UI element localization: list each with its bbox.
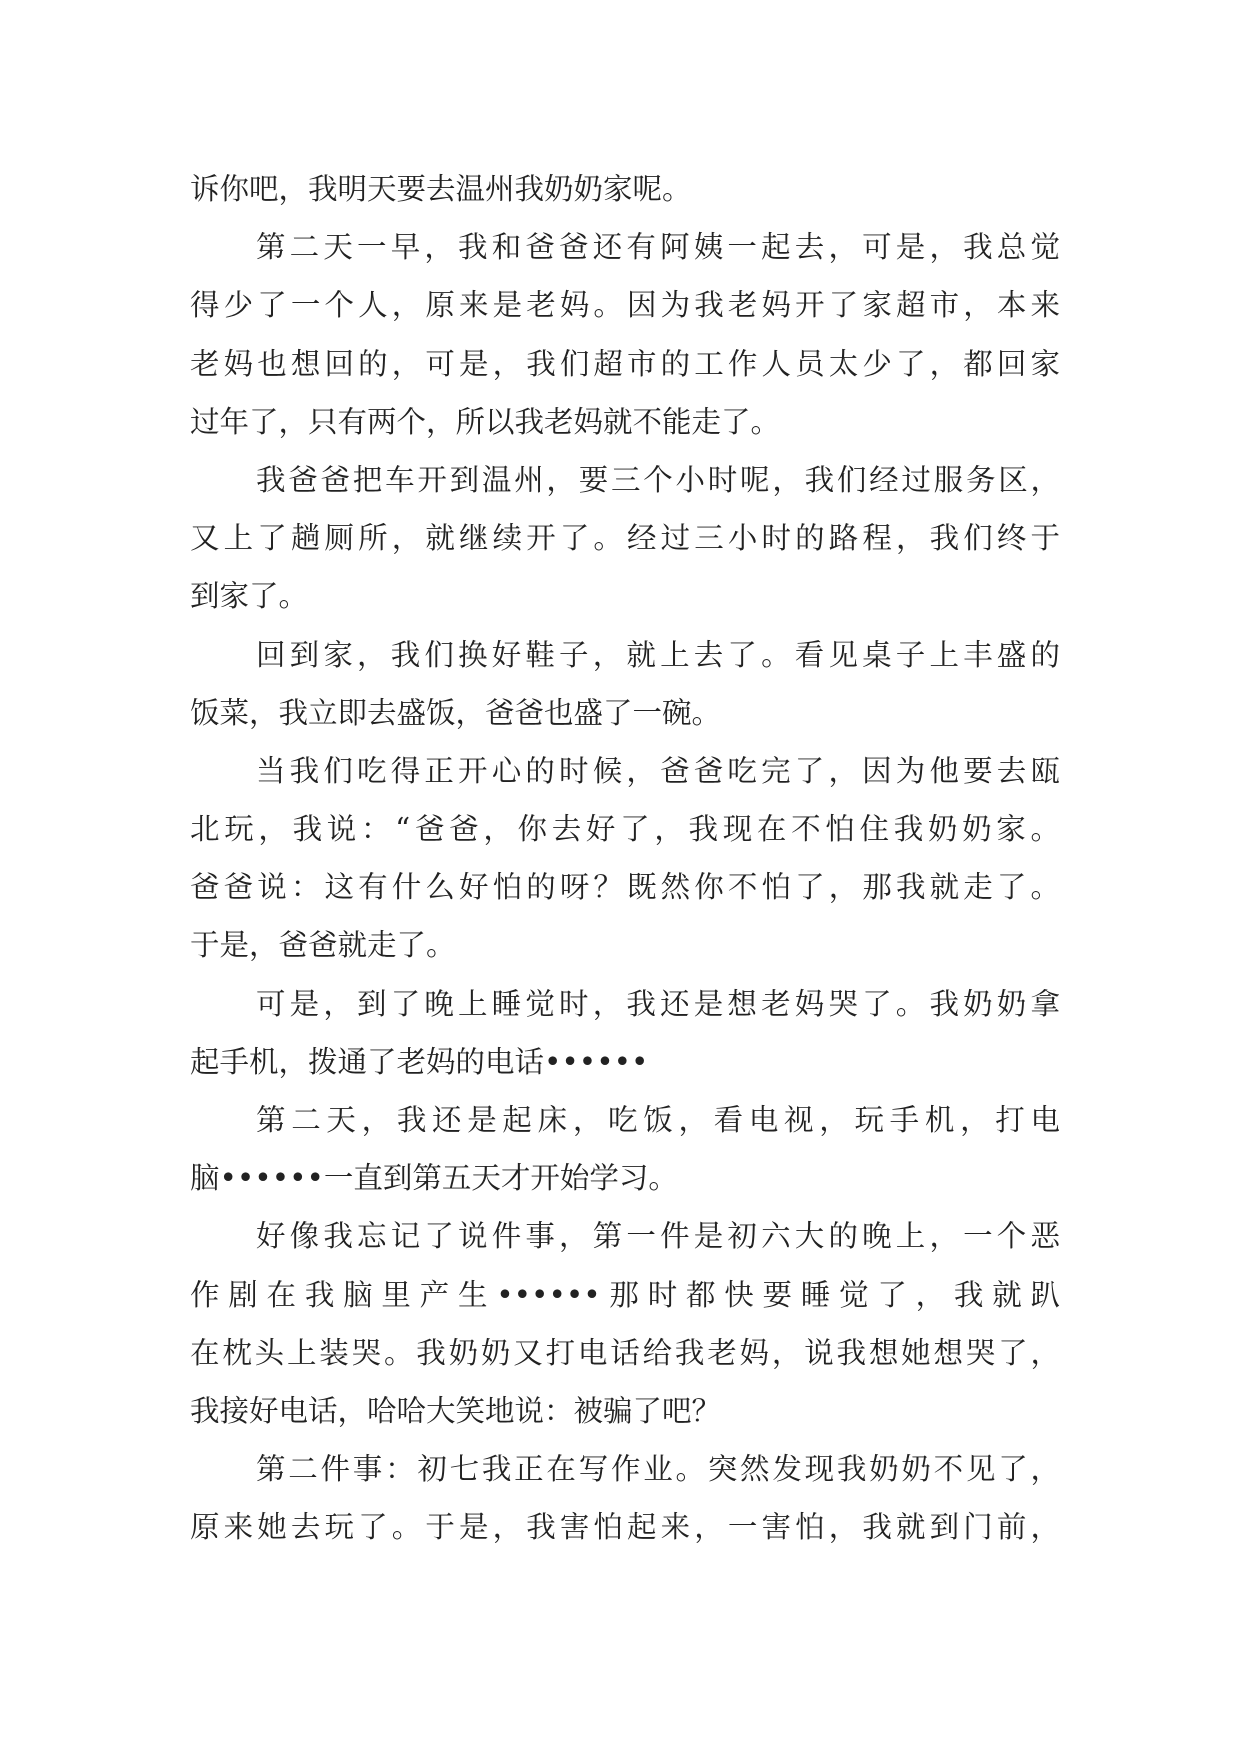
text-line: 当我们吃得正开心的时候，爸爸吃完了，因为他要去瓯	[256, 753, 1060, 788]
text-line: 到家了。	[190, 579, 309, 614]
text-line: 过年了，只有两个，所以我老妈就不能走了。	[190, 404, 781, 439]
text-line: 北玩，我说：“爸爸，你去好了，我现在不怕住我奶奶家。	[190, 812, 1060, 847]
text-line: 爸爸说：这有什么好怕的呀？既然你不怕了，那我就走了。	[190, 870, 1060, 905]
text-line: 作剧在我脑里产生••••••那时都快要睡觉了，我就趴	[190, 1277, 1060, 1312]
text-line: 得少了一个人，原来是老妈。因为我老妈开了家超市，本来	[190, 288, 1060, 323]
text-line: 于是，爸爸就走了。	[190, 928, 456, 963]
text-line: 可是，到了晚上睡觉时，我还是想老妈哭了。我奶奶拿	[256, 986, 1060, 1021]
text-line: 我接好电话，哈哈大笑地说：被骗了吧？	[190, 1393, 722, 1428]
text-line: 原来她去玩了。于是，我害怕起来，一害怕，我就到门前，	[190, 1510, 1060, 1545]
text-line: 在枕头上装哭。我奶奶又打电话给我老妈，说我想她想哭了，	[190, 1335, 1060, 1370]
body-text	[190, 160, 1060, 1557]
text-line: 饭菜，我立即去盛饭，爸爸也盛了一碗。	[190, 695, 722, 730]
text-line: 老妈也想回的，可是，我们超市的工作人员太少了，都回家	[190, 346, 1060, 381]
text-line: 好像我忘记了说件事，第一件是初六大的晚上，一个恶	[256, 1219, 1060, 1254]
text-line: 第二天一早，我和爸爸还有阿姨一起去，可是，我总觉	[256, 230, 1060, 265]
text-line: 第二天，我还是起床，吃饭，看电视，玩手机，打电	[256, 1103, 1060, 1137]
text-line: 我爸爸把车开到温州，要三个小时呢，我们经过服务区，	[256, 462, 1060, 497]
text-line: 脑••••••一直到第五天才开始学习。	[190, 1161, 678, 1196]
text-line: 诉你吧，我明天要去温州我奶奶家呢。	[190, 172, 692, 206]
text-line: 起手机，拨通了老妈的电话••••••	[190, 1044, 649, 1079]
text-line: 回到家，我们换好鞋子，就上去了。看见桌子上丰盛的	[256, 637, 1060, 672]
text-line: 又上了趟厕所，就继续开了。经过三小时的路程，我们终于	[190, 521, 1060, 556]
text-line: 第二件事：初七我正在写作业。突然发现我奶奶不见了，	[256, 1452, 1060, 1487]
